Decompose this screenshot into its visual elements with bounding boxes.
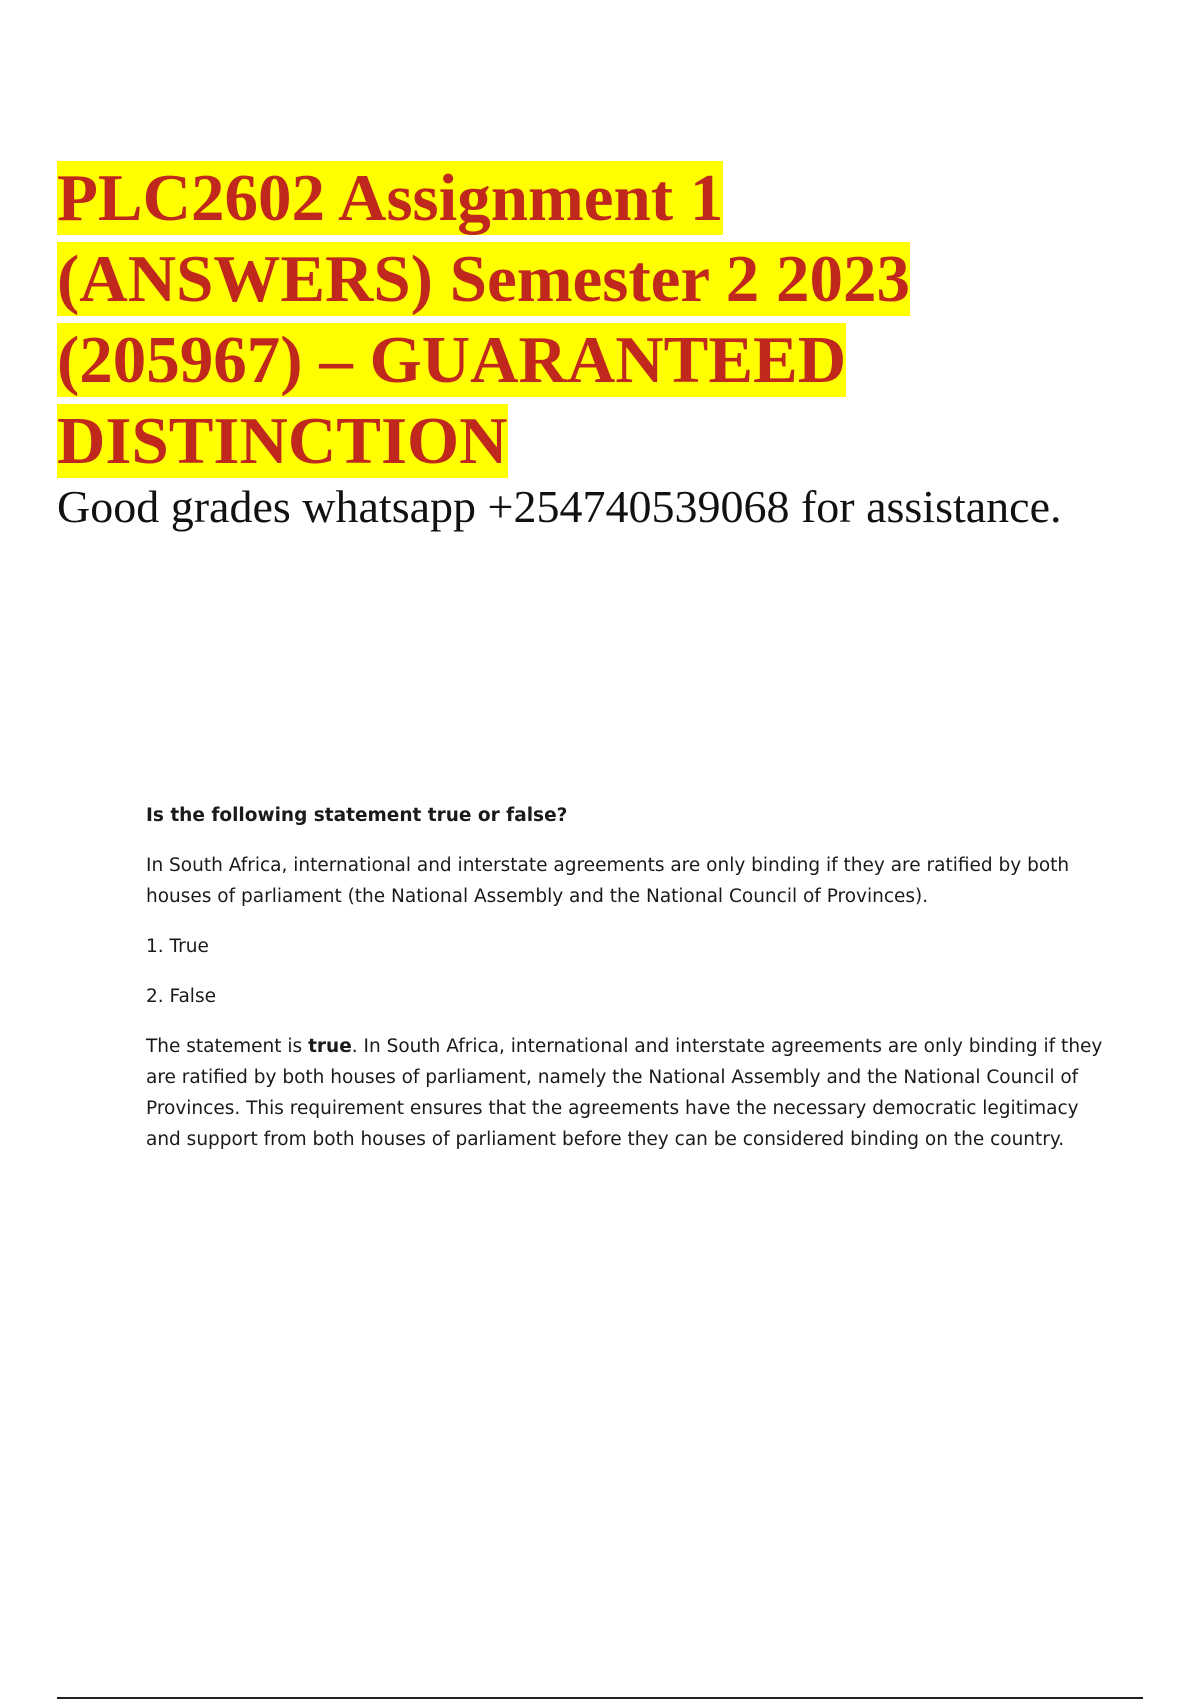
title-line	[57, 158, 1137, 239]
question-statement: In South Africa, international and interstate agreements are only binding if they are ratified by both houses of parliament (the National Assembly and the National Council of Provinces).	[146, 855, 1070, 907]
title-line-text: (205967) – GUARANTEED	[57, 323, 847, 397]
title-line	[57, 320, 1137, 401]
title-line-text: DISTINCTION	[57, 404, 508, 478]
question-heading: Is the following statement true or false?	[146, 805, 568, 826]
question-section	[146, 800, 1106, 1155]
answer-body: . In South Africa, international and interstate agreements are only binding if they are ratified by both houses of parliament, namely the National Assembly and the National Council of Provinces. This requirement ensures that the agreements have the necessary democratic legitimacy and support from both houses of parliament before they can be considered binding on the country.	[146, 1036, 1103, 1150]
option-false: 2. False	[146, 986, 216, 1007]
answer-prefix: The statement is	[146, 1036, 309, 1057]
answer-paragraph	[146, 1031, 1106, 1155]
title-line-text: PLC2602 Assignment 1	[57, 161, 724, 235]
title-line-text: (ANSWERS) Semester 2 2023	[57, 242, 910, 316]
title-line	[57, 239, 1137, 320]
document-title	[57, 158, 1137, 482]
page-bottom-rule	[57, 1697, 1143, 1699]
title-line	[57, 401, 1137, 482]
answer-emphasis: true	[308, 1036, 352, 1057]
option-true: 1. True	[146, 936, 209, 957]
contact-subtitle: Good grades whatsapp +254740539068 for assistance.	[57, 481, 1062, 532]
